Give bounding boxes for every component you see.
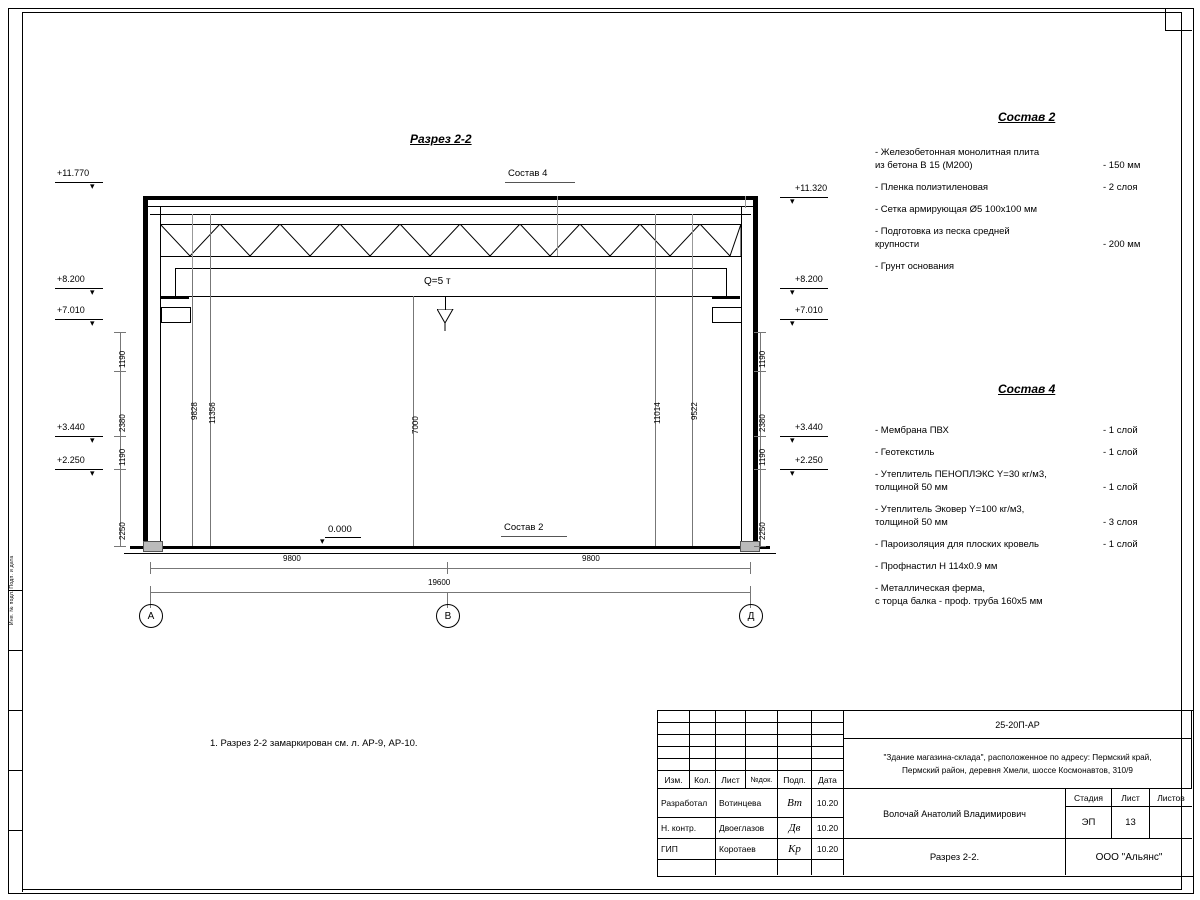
left-wall-inner: [160, 206, 161, 546]
dim-chain-horizontal: [150, 568, 750, 569]
drawing-name: Разрез 2-2.: [844, 839, 1066, 875]
left-margin-label: Инв. № подл. Подп. и дата: [9, 555, 15, 625]
dim-right-2250: 2250: [758, 522, 767, 540]
crane-hook-line: [445, 296, 446, 310]
dim-center-7000: 7000: [411, 416, 420, 434]
composition-4-item-1: [875, 446, 1195, 459]
composition-4-item-6-text: - Металлическая ферма, с торца балка - проф. труба 160х5 мм: [875, 583, 1043, 607]
col-header-ndok: №док.: [746, 771, 778, 789]
composition-2-item-2-text: - Сетка армирующая Ø5 100х100 мм: [875, 204, 1038, 215]
composition-4-item-0: [875, 424, 1195, 437]
composition-4-item-4-text: - Пароизоляция для плоских кровель: [875, 539, 1040, 550]
composition-4-list: [875, 424, 1195, 617]
composition-4-item-1-value: - 1 слой: [1103, 447, 1138, 458]
dim-tick-r5: [754, 546, 766, 547]
dim-tick-l1: [114, 332, 126, 333]
callout-roof-label: Состав 4: [508, 168, 548, 179]
elev-right-4-arrow: ▾: [790, 435, 795, 445]
axis-label-d: Д: [747, 610, 755, 622]
rev-grid-cell: [690, 723, 716, 735]
composition-4-item-4-value: - 1 слой: [1103, 539, 1138, 550]
axis-bubble-d: [739, 604, 763, 628]
stage-header: Стадия: [1066, 789, 1112, 807]
rev-grid-cell: [812, 735, 844, 747]
composition-4-item-2-value: - 1 слой: [1103, 482, 1138, 493]
rev-grid-cell: [716, 747, 746, 759]
roof-callout-leader: [557, 196, 558, 256]
staff-signature-0: Вт: [778, 789, 812, 818]
staff-signature-empty: [778, 860, 812, 875]
elev-left-1-arrow: ▾: [90, 181, 95, 191]
project-code: 25-20П-АР: [844, 711, 1192, 739]
object-line-1: "Здание магазина-склада", расположенное по адресу: Пермский край,: [883, 752, 1152, 762]
staff-date-empty: [812, 860, 844, 875]
elev-right-1-arrow: ▾: [790, 196, 795, 206]
rev-grid-cell: [658, 759, 690, 771]
staff-role-0: Разработал: [658, 789, 716, 818]
roof-underside: [143, 206, 758, 207]
rev-grid-cell: [658, 711, 690, 723]
composition-4-item-3-text: - Утеплитель Эковер Y=100 кг/м3, толщиной 50 мм: [875, 504, 1025, 528]
dim-tick-l4: [114, 469, 126, 470]
rev-grid-cell: [778, 735, 812, 747]
rev-grid-cell: [690, 735, 716, 747]
rev-grid-cell: [778, 759, 812, 771]
composition-2-item-0-text: - Железобетонная монолитная плита из бетона В 15 (М200): [875, 147, 1040, 171]
rev-grid-cell: [658, 723, 690, 735]
staff-name-1: Двоеглазов: [716, 818, 778, 839]
elev-right-5-line: [780, 469, 828, 470]
composition-4-item-3: [875, 503, 1195, 529]
rev-grid-cell: [778, 723, 812, 735]
elev-left-4-line: [55, 436, 103, 437]
dim-right-1190a: 1190: [758, 350, 767, 368]
elev-right-5-arrow: ▾: [790, 468, 795, 478]
dim-tick-r3: [754, 436, 766, 437]
dim-tick-r2: [754, 371, 766, 372]
rev-grid-cell: [716, 735, 746, 747]
company-name: ООО "Альянс": [1095, 851, 1163, 863]
dim-left-1190a: 1190: [118, 350, 127, 368]
elev-left-2-line: [55, 288, 103, 289]
rev-grid-cell: [690, 711, 716, 723]
dim-9800-right: 9800: [582, 554, 600, 563]
dim-overall: [150, 592, 750, 593]
elev-left-5-line: [55, 469, 103, 470]
rev-grid-cell: [746, 735, 778, 747]
elev-right-1: +11.320: [795, 183, 828, 193]
crane-bridge-left: [175, 268, 176, 296]
dim-left-2380: 2380: [118, 414, 127, 432]
dim-tick-l2: [114, 371, 126, 372]
left-wall-outer: [143, 196, 148, 546]
stage-value: ЭП: [1066, 807, 1112, 839]
composition-2-item-3: [875, 225, 1195, 251]
elev-left-4-arrow: ▾: [90, 435, 95, 445]
callout-floor-label: Состав 2: [504, 522, 544, 533]
dim-tick-h1: [150, 562, 151, 574]
roof-right-leader: [745, 196, 746, 208]
roof-slab: [143, 196, 758, 200]
sheet-value: 13: [1112, 807, 1150, 839]
composition-2-list: [875, 146, 1195, 282]
left-crane-rail: [161, 296, 189, 299]
elev-right-4: +3.440: [795, 422, 823, 432]
sheet-header: Лист: [1112, 789, 1150, 807]
title-block: [657, 710, 1194, 877]
col-header-kol: Кол.: [690, 771, 716, 789]
composition-2-item-0-value: - 150 мм: [1103, 160, 1141, 171]
elev-right-5: +2.250: [795, 455, 823, 465]
crane-capacity-label: Q=5 т: [424, 276, 451, 287]
chief-engineer: Волочай Анатолий Владимирович: [844, 789, 1066, 839]
dim-tick-r1: [754, 332, 766, 333]
dim-tick-r4: [754, 469, 766, 470]
dim-tick-h3: [750, 562, 751, 574]
axis-bubble-a: [139, 604, 163, 628]
crane-bridge-right: [726, 268, 727, 296]
object-description: [844, 739, 1192, 789]
staff-role-2: ГИП: [658, 839, 716, 860]
rev-grid-cell: [690, 759, 716, 771]
composition-2-item-0: [875, 146, 1195, 172]
elev-right-1-line: [780, 197, 828, 198]
zero-level-line: [325, 537, 361, 538]
composition-2-item-4: [875, 260, 1195, 273]
composition-4-item-4: [875, 538, 1195, 551]
composition-4-item-3-value: - 3 слоя: [1103, 517, 1138, 528]
sheets-value: [1150, 807, 1192, 839]
sheet-note: 1. Разрез 2-2 замаркирован см. л. АР-9, АР-10.: [210, 738, 418, 749]
rev-grid-cell: [658, 735, 690, 747]
elev-left-1-line: [55, 182, 103, 183]
elev-right-3-line: [780, 319, 828, 320]
dim-9800-left: 9800: [283, 554, 301, 563]
composition-4-item-0-text: - Мембрана ПВХ: [875, 425, 949, 436]
crane-bridge-top: [175, 268, 726, 269]
object-line-2: Пермский район, деревня Хмели, шоссе Космонавтов, 310/9: [902, 765, 1133, 775]
elev-left-3-arrow: ▾: [90, 318, 95, 328]
staff-role-1: Н. контр.: [658, 818, 716, 839]
composition-4-item-1-text: - Геотекстиль: [875, 447, 935, 458]
rev-grid-cell: [812, 723, 844, 735]
crane-hook-icon: [437, 309, 455, 331]
composition-4-item-0-value: - 1 слой: [1103, 425, 1138, 436]
zero-level-arrow: ▾: [320, 536, 325, 546]
axis-label-a: А: [147, 610, 155, 622]
dim-left-11356: 11356: [208, 402, 217, 424]
left-footing: [143, 541, 163, 552]
dim-left-9828: 9828: [190, 402, 199, 420]
rev-grid-cell: [746, 747, 778, 759]
rev-grid-cell: [746, 759, 778, 771]
ground-line: [124, 553, 776, 554]
floor-slab: [130, 546, 770, 549]
staff-date-2: 10.20: [812, 839, 844, 860]
rev-grid-cell: [716, 759, 746, 771]
dim-right-11014: 11014: [653, 402, 662, 424]
elev-left-4: +3.440: [57, 422, 85, 432]
col-header-list: Лист: [716, 771, 746, 789]
dim-right-9522: 9522: [690, 402, 699, 420]
elev-left-5: +2.250: [57, 455, 85, 465]
composition-2-item-4-text: - Грунт основания: [875, 261, 955, 272]
elev-right-2-arrow: ▾: [790, 287, 795, 297]
section-title: Разрез 2-2: [410, 132, 472, 146]
composition-2-item-3-value: - 200 мм: [1103, 239, 1141, 250]
rev-grid-cell: [778, 711, 812, 723]
elev-left-3: +7.010: [57, 305, 85, 315]
rev-grid-cell: [746, 723, 778, 735]
elev-right-3: +7.010: [795, 305, 823, 315]
rev-grid-cell: [658, 747, 690, 759]
staff-date-1: 10.20: [812, 818, 844, 839]
elev-left-2-arrow: ▾: [90, 287, 95, 297]
sheets-header: Листов: [1150, 789, 1192, 807]
axis-label-b: В: [444, 610, 452, 622]
dim-tick-l5: [114, 546, 126, 547]
composition-2-item-3-text: - Подготовка из песка средней крупности: [875, 226, 1010, 250]
composition-4-title: Состав 4: [998, 382, 1056, 396]
composition-4-item-6: [875, 582, 1195, 608]
crane-bridge-bottom: [175, 296, 726, 297]
staff-name-2: Коротаев: [716, 839, 778, 860]
composition-2-item-2: [875, 203, 1195, 216]
rev-grid-cell: [716, 711, 746, 723]
elev-right-3-arrow: ▾: [790, 318, 795, 328]
col-header-data: Дата: [812, 771, 844, 789]
elev-right-2-line: [780, 288, 828, 289]
elev-left-2: +8.200: [57, 274, 85, 284]
staff-name-empty: [716, 860, 778, 875]
rev-grid-cell: [778, 747, 812, 759]
right-corbel: [712, 307, 742, 323]
composition-2-title: Состав 2: [998, 110, 1056, 124]
staff-name-0: Вотинцева: [716, 789, 778, 818]
staff-role-empty: [658, 860, 716, 875]
rev-grid-cell: [812, 759, 844, 771]
col-header-podp: Подп.: [778, 771, 812, 789]
rev-grid-cell: [746, 711, 778, 723]
elev-left-5-arrow: ▾: [90, 468, 95, 478]
dim-chain-left-11356: [210, 216, 211, 546]
dim-right-2380: 2380: [758, 414, 767, 432]
composition-4-item-5-text: - Профнастил Н 114х0.9 мм: [875, 561, 998, 572]
staff-date-0: 10.20: [812, 789, 844, 818]
col-header-izm: Изм.: [658, 771, 690, 789]
elev-right-2: +8.200: [795, 274, 823, 284]
right-crane-rail: [712, 296, 740, 299]
dim-19600: 19600: [428, 578, 451, 587]
rev-grid-cell: [690, 747, 716, 759]
dim-left-1190b: 1190: [118, 448, 127, 466]
rev-grid-cell: [716, 723, 746, 735]
composition-2-item-1-text: - Пленка полиэтиленовая: [875, 182, 989, 193]
dim-tick-h2: [447, 562, 448, 574]
axis-bubble-b: [436, 604, 460, 628]
elev-left-3-line: [55, 319, 103, 320]
composition-4-item-2: [875, 468, 1195, 494]
dim-chain-right-11014: [655, 216, 656, 546]
staff-signature-1: Дв: [778, 818, 812, 839]
callout-floor-underline: [501, 536, 567, 537]
left-corbel: [161, 307, 191, 323]
zero-level-label: 0.000: [328, 524, 352, 535]
rev-grid-cell: [812, 711, 844, 723]
dim-tick-l3: [114, 436, 126, 437]
roof-ceiling-line: [150, 214, 751, 215]
composition-4-item-2-text: - Утеплитель ПЕНОПЛЭКС Y=30 кг/м3, толщиной 50 мм: [875, 469, 1047, 493]
dim-left-2250: 2250: [118, 522, 127, 540]
composition-4-item-5: [875, 560, 1195, 573]
elev-right-4-line: [780, 436, 828, 437]
composition-2-item-1: [875, 181, 1195, 194]
dim-right-1190b: 1190: [758, 448, 767, 466]
composition-2-item-1-value: - 2 слоя: [1103, 182, 1138, 193]
right-wall-inner: [741, 206, 742, 546]
staff-signature-2: Кр: [778, 839, 812, 860]
callout-roof-underline: [505, 182, 575, 183]
elev-left-1: +11.770: [57, 168, 90, 178]
rev-grid-cell: [812, 747, 844, 759]
